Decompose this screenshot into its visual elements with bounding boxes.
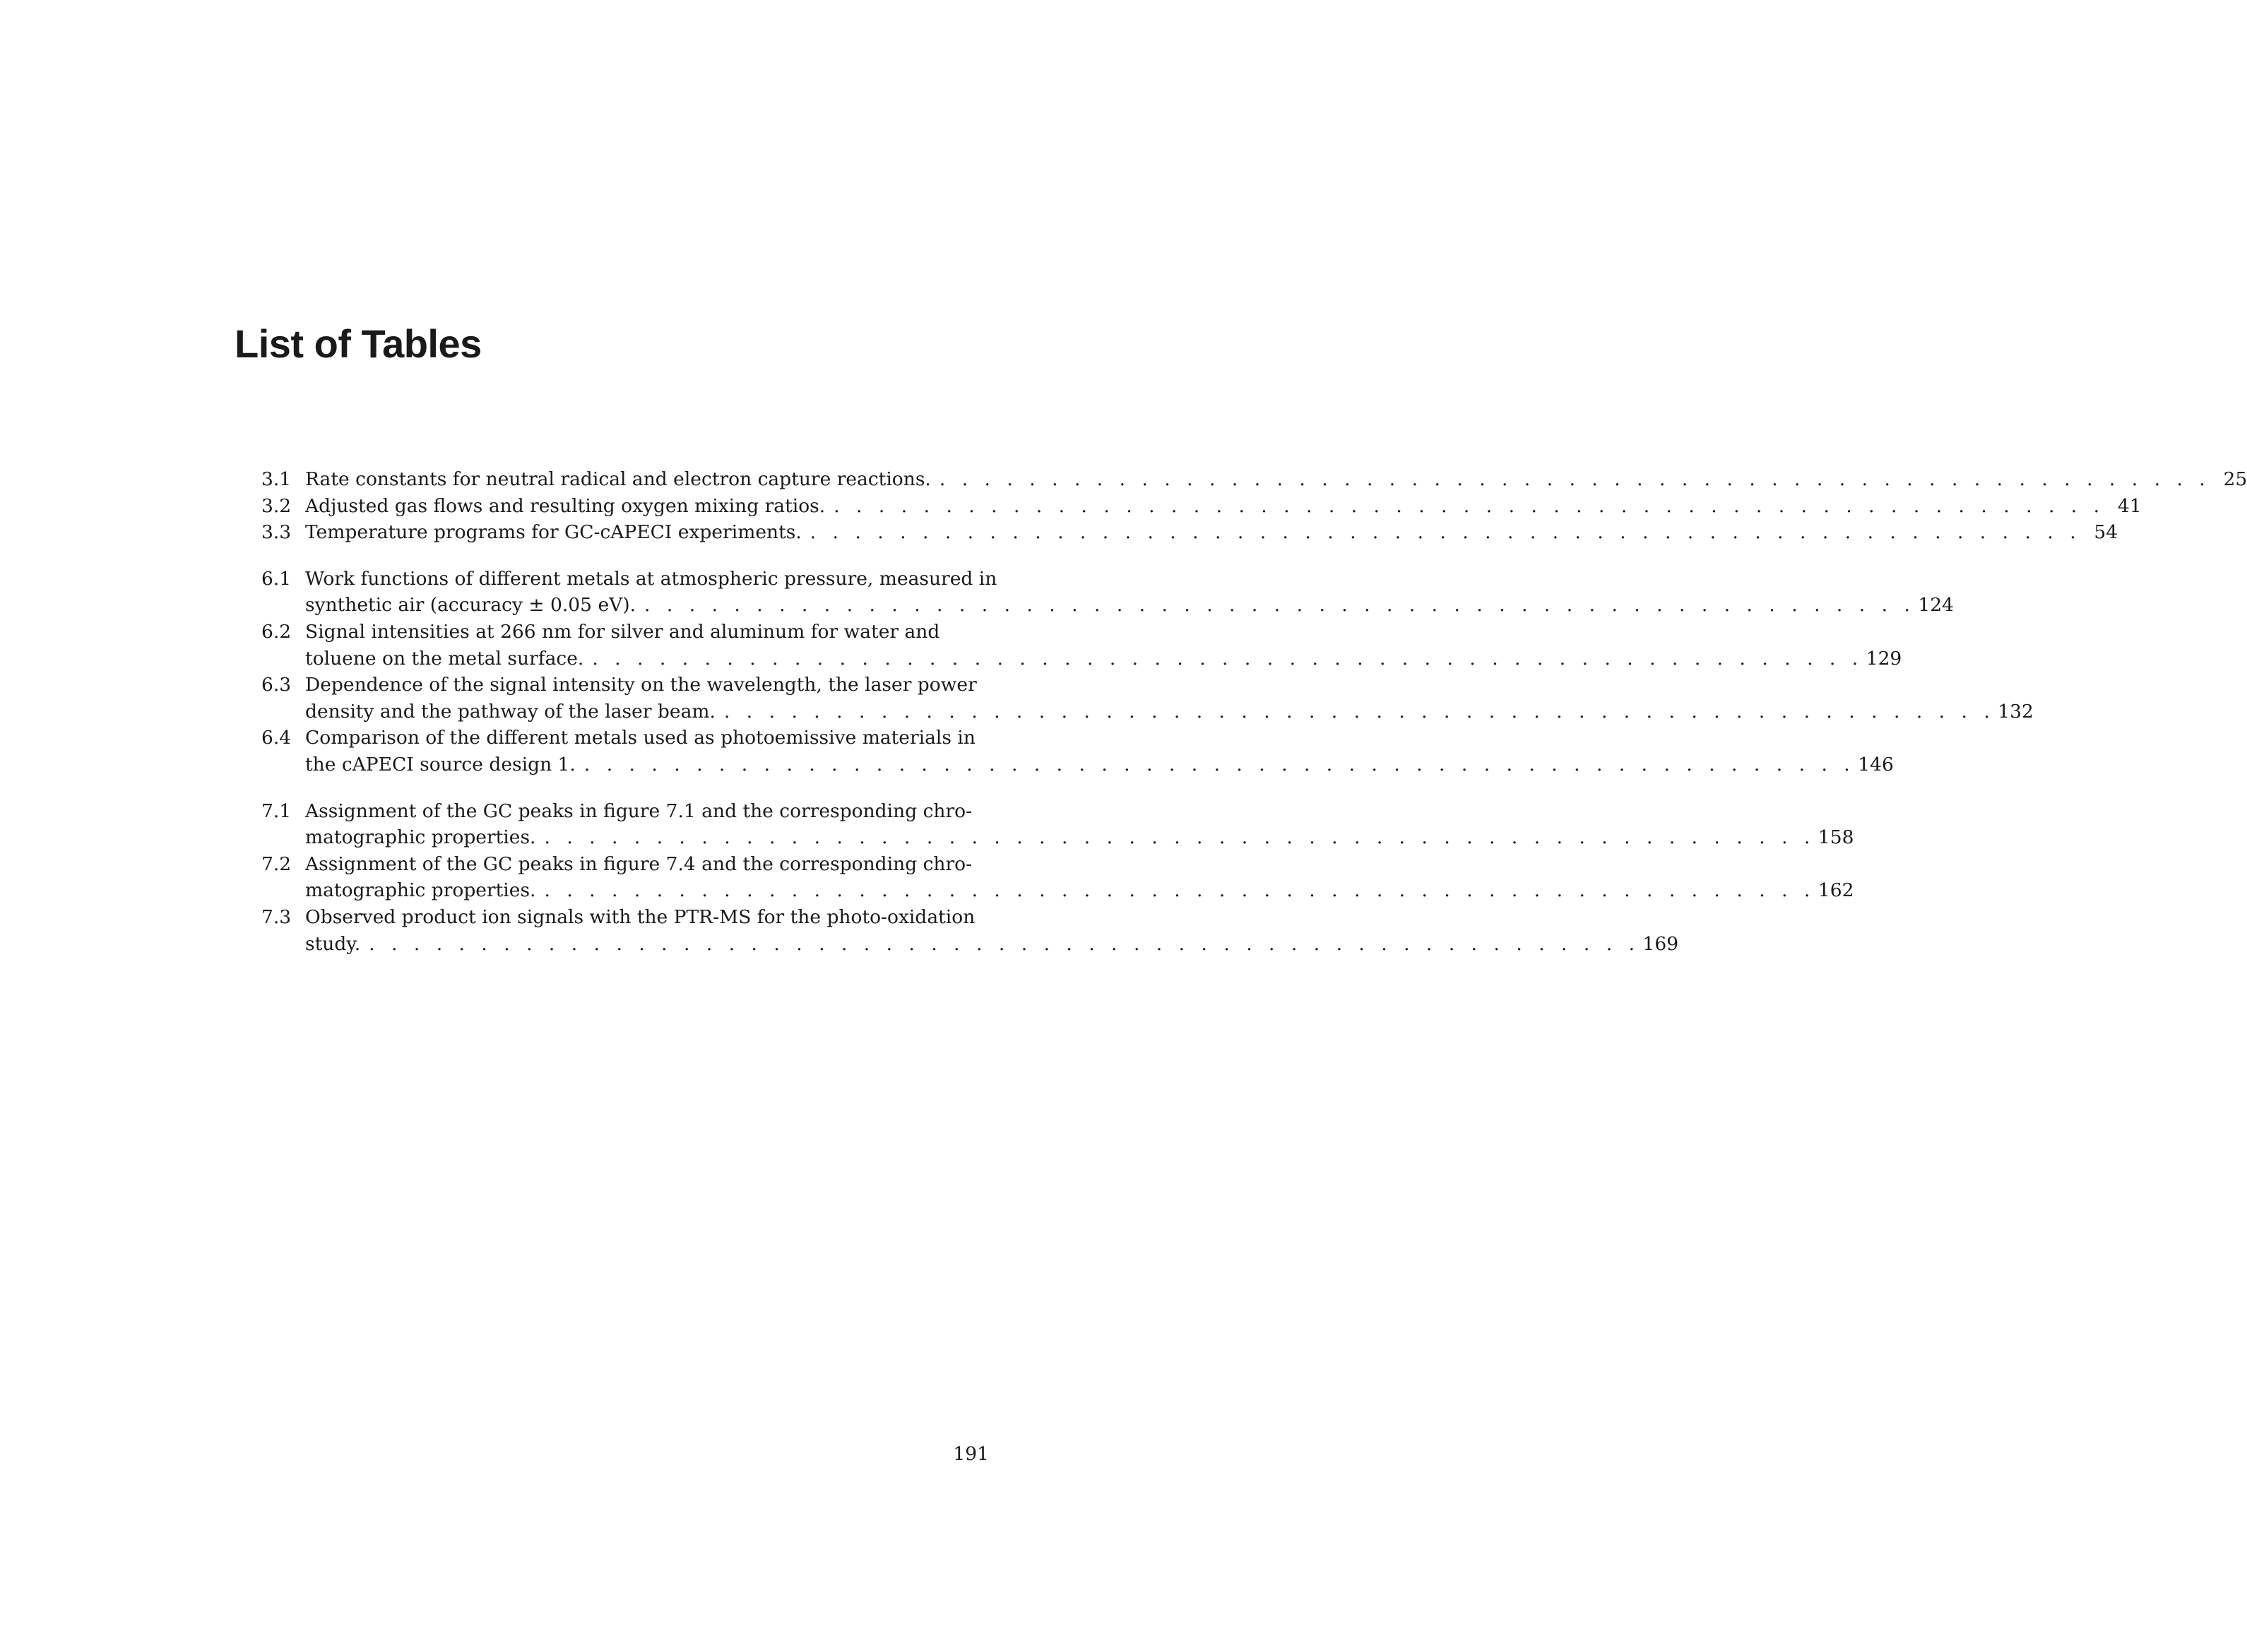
table-group-chapter-6: [261, 566, 2034, 778]
table-caption: synthetic air (accuracy ± 0.05 eV).: [305, 594, 636, 617]
table-entry-7-1[interactable]: [261, 798, 1854, 851]
page-reference: 146: [1858, 753, 1894, 776]
table-caption-line: Signal intensities at 266 nm for silver and aluminum for water and: [305, 620, 940, 643]
page-reference: 124: [1918, 594, 1954, 617]
table-entry-6-4[interactable]: [261, 725, 1894, 778]
table-caption-line: Assignment of the GC peaks in figure 7.4 and the corresponding chro-: [305, 852, 973, 875]
table-caption-line: Dependence of the signal intensity on the wavelength, the laser power: [305, 674, 977, 696]
table-number: 6.1: [261, 567, 292, 590]
table-number: 6.4: [261, 727, 292, 749]
page-reference: 25: [2223, 468, 2247, 490]
table-caption: Adjusted gas flows and resulting oxygen mixing ratios.: [305, 494, 826, 517]
dot-leader: . . . . . . . . . . . . . . . . . . . . . . . . . . . . . . . . . . . . . . . . . . . . . . . . . . . . . . . . .: [583, 753, 1856, 776]
table-entry-3-3[interactable]: [261, 519, 2118, 546]
dot-leader: . . . . . . . . . . . . . . . . . . . . . . . . . . . . . . . . . . . . . . . . . . . . . . . . . . . . . . . . .: [369, 932, 1640, 955]
table-number: 7.3: [261, 905, 292, 928]
dot-leader: . . . . . . . . . . . . . . . . . . . . . . . . . . . . . . . . . . . . . . . . . . . . . . . . . . . . . . . . .: [544, 879, 1815, 902]
table-caption-line: Work functions of different metals at atmospheric pressure, measured in: [305, 567, 997, 590]
table-caption: matographic properties.: [305, 826, 536, 849]
table-group-chapter-7: [261, 798, 1854, 958]
table-entry-6-2[interactable]: [261, 619, 1902, 672]
table-caption: Temperature programs for GC-cAPECI experiments.: [305, 521, 802, 544]
dot-leader: . . . . . . . . . . . . . . . . . . . . . . . . . . . . . . . . . . . . . . . . . . . . . . . . . . . . . . . . .: [592, 647, 1863, 670]
page-reference: 158: [1818, 826, 1854, 849]
table-entry-3-1[interactable]: [261, 466, 2247, 493]
dot-leader: . . . . . . . . . . . . . . . . . . . . . . . . . . . . . . . . . . . . . . . . . . . . . . . . . . . . . . . . .: [810, 521, 2082, 544]
table-number: 7.1: [261, 800, 292, 822]
table-caption: density and the pathway of the laser beam.: [305, 700, 716, 723]
table-number: 6.3: [261, 674, 292, 696]
page-reference: 162: [1818, 879, 1854, 902]
table-caption: Rate constants for neutral radical and electron capture reactions.: [305, 468, 931, 490]
table-caption: toluene on the metal surface.: [305, 647, 584, 670]
table-group-chapter-3: [261, 466, 2247, 546]
page-reference: 129: [1866, 647, 1902, 670]
table-number: 3.2: [261, 494, 292, 517]
table-caption: matographic properties.: [305, 879, 536, 902]
table-entry-3-2[interactable]: [261, 493, 2142, 520]
page-reference: 54: [2094, 521, 2118, 544]
table-number: 3.3: [261, 521, 292, 544]
dot-leader: . . . . . . . . . . . . . . . . . . . . . . . . . . . . . . . . . . . . . . . . . . . . . . . . . . . . . . . . .: [939, 468, 2211, 490]
table-number: 6.2: [261, 620, 292, 643]
table-number: 7.2: [261, 852, 292, 875]
table-caption: study.: [305, 932, 361, 955]
list-of-tables: [261, 466, 2247, 977]
page-number: 191: [953, 1443, 989, 1465]
page-reference: 41: [2117, 494, 2142, 517]
dot-leader: . . . . . . . . . . . . . . . . . . . . . . . . . . . . . . . . . . . . . . . . . . . . . . . . . . . . . . . . .: [834, 494, 2105, 517]
dot-leader: . . . . . . . . . . . . . . . . . . . . . . . . . . . . . . . . . . . . . . . . . . . . . . . . . . . . . . . . .: [644, 594, 1916, 617]
table-caption-line: Assignment of the GC peaks in figure 7.1 and the corresponding chro-: [305, 800, 973, 822]
dot-leader: . . . . . . . . . . . . . . . . . . . . . . . . . . . . . . . . . . . . . . . . . . . . . . . . . . . . . . . . .: [544, 826, 1815, 849]
page-title: List of Tables: [235, 321, 482, 366]
table-caption: the cAPECI source design 1.: [305, 753, 576, 776]
page-reference: 169: [1642, 932, 1679, 955]
page-reference: 132: [1998, 700, 2034, 723]
table-caption-line: Comparison of the different metals used as photoemissive materials in: [305, 727, 976, 749]
table-entry-6-1[interactable]: [261, 566, 1954, 619]
table-entry-7-2[interactable]: [261, 851, 1854, 904]
table-number: 3.1: [261, 468, 292, 490]
dot-leader: . . . . . . . . . . . . . . . . . . . . . . . . . . . . . . . . . . . . . . . . . . . . . . . . . . . . . . . . .: [723, 700, 1996, 723]
table-entry-6-3[interactable]: [261, 672, 2034, 725]
table-entry-7-3[interactable]: [261, 904, 1679, 957]
table-caption-line: Observed product ion signals with the PTR-MS for the photo-oxidation: [305, 905, 976, 928]
